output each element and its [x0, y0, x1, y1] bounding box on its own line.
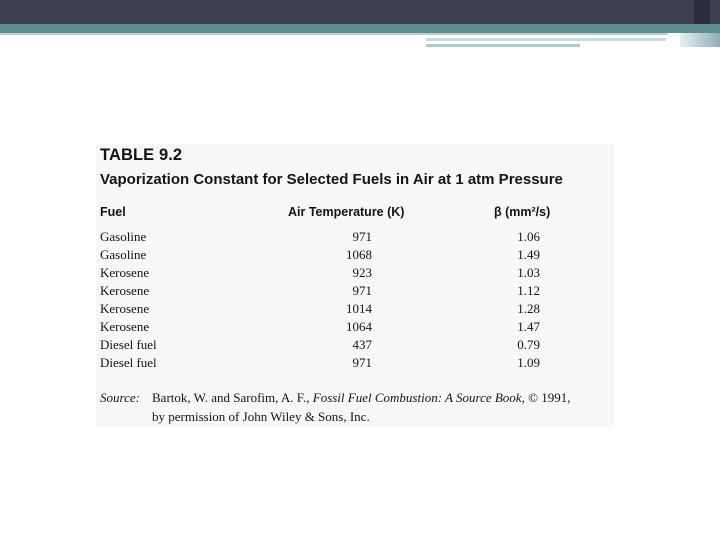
table-row: [96, 247, 614, 265]
table-row: [96, 229, 614, 247]
table-row: [96, 337, 614, 355]
cell-fuel: Diesel fuel: [100, 337, 157, 352]
cell-fuel: Kerosene: [100, 265, 150, 280]
table-row: [96, 319, 614, 337]
cell-beta: 0.79: [517, 337, 540, 352]
scanned-table-image: [96, 144, 614, 427]
cell-air-temperature: 971: [352, 283, 372, 298]
source-book-title: Fossil Fuel Combustion: A Source Book: [312, 390, 522, 405]
slide-accent-band: [0, 24, 720, 33]
source-permission: by permission of John Wiley & Sons, Inc.: [152, 409, 370, 424]
slide-accent-rule: [0, 33, 668, 35]
source-citation: [100, 390, 570, 406]
cell-air-temperature: 971: [352, 229, 372, 244]
cell-beta: 1.49: [517, 247, 540, 262]
cell-beta: 1.47: [517, 319, 540, 334]
cell-beta: 1.12: [517, 283, 540, 298]
source-label: Source:: [100, 390, 140, 405]
cell-beta: 1.03: [517, 265, 540, 280]
cell-air-temperature: 1014: [346, 301, 372, 316]
cell-fuel: Gasoline: [100, 247, 147, 262]
slide-accent-rule-short: [426, 38, 666, 41]
table-body: [96, 229, 614, 373]
slide-corner-gradient: [680, 33, 720, 47]
cell-fuel: Kerosene: [100, 301, 150, 316]
cell-beta: 1.28: [517, 301, 540, 316]
slide-corner-block: [694, 0, 710, 24]
column-header-fuel: Fuel: [100, 205, 126, 219]
cell-air-temperature: 1064: [346, 319, 372, 334]
table-row: [96, 283, 614, 301]
cell-air-temperature: 437: [352, 337, 372, 352]
source-authors: Bartok, W. and Sarofim, A. F.,: [152, 390, 313, 405]
table-row: [96, 355, 614, 373]
cell-beta: 1.09: [517, 355, 540, 370]
cell-air-temperature: 1068: [346, 247, 372, 262]
cell-fuel: Diesel fuel: [100, 355, 157, 370]
cell-beta: 1.06: [517, 229, 540, 244]
table-number: TABLE 9.2: [100, 146, 183, 164]
cell-fuel: Kerosene: [100, 319, 150, 334]
cell-air-temperature: 971: [352, 355, 372, 370]
table-row: [96, 265, 614, 283]
cell-fuel: Gasoline: [100, 229, 147, 244]
cell-air-temperature: 923: [352, 265, 372, 280]
cell-fuel: Kerosene: [100, 283, 150, 298]
table-row: [96, 301, 614, 319]
table-title: Vaporization Constant for Selected Fuels in Air at 1 atm Pressure: [100, 171, 563, 188]
slide-top-bar: [0, 0, 720, 24]
column-header-beta: β (mm²/s): [494, 205, 551, 219]
column-header-air-temperature: Air Temperature (K): [288, 205, 405, 219]
source-year: , © 1991,: [521, 390, 571, 405]
slide-accent-rule-shorter: [426, 44, 580, 47]
